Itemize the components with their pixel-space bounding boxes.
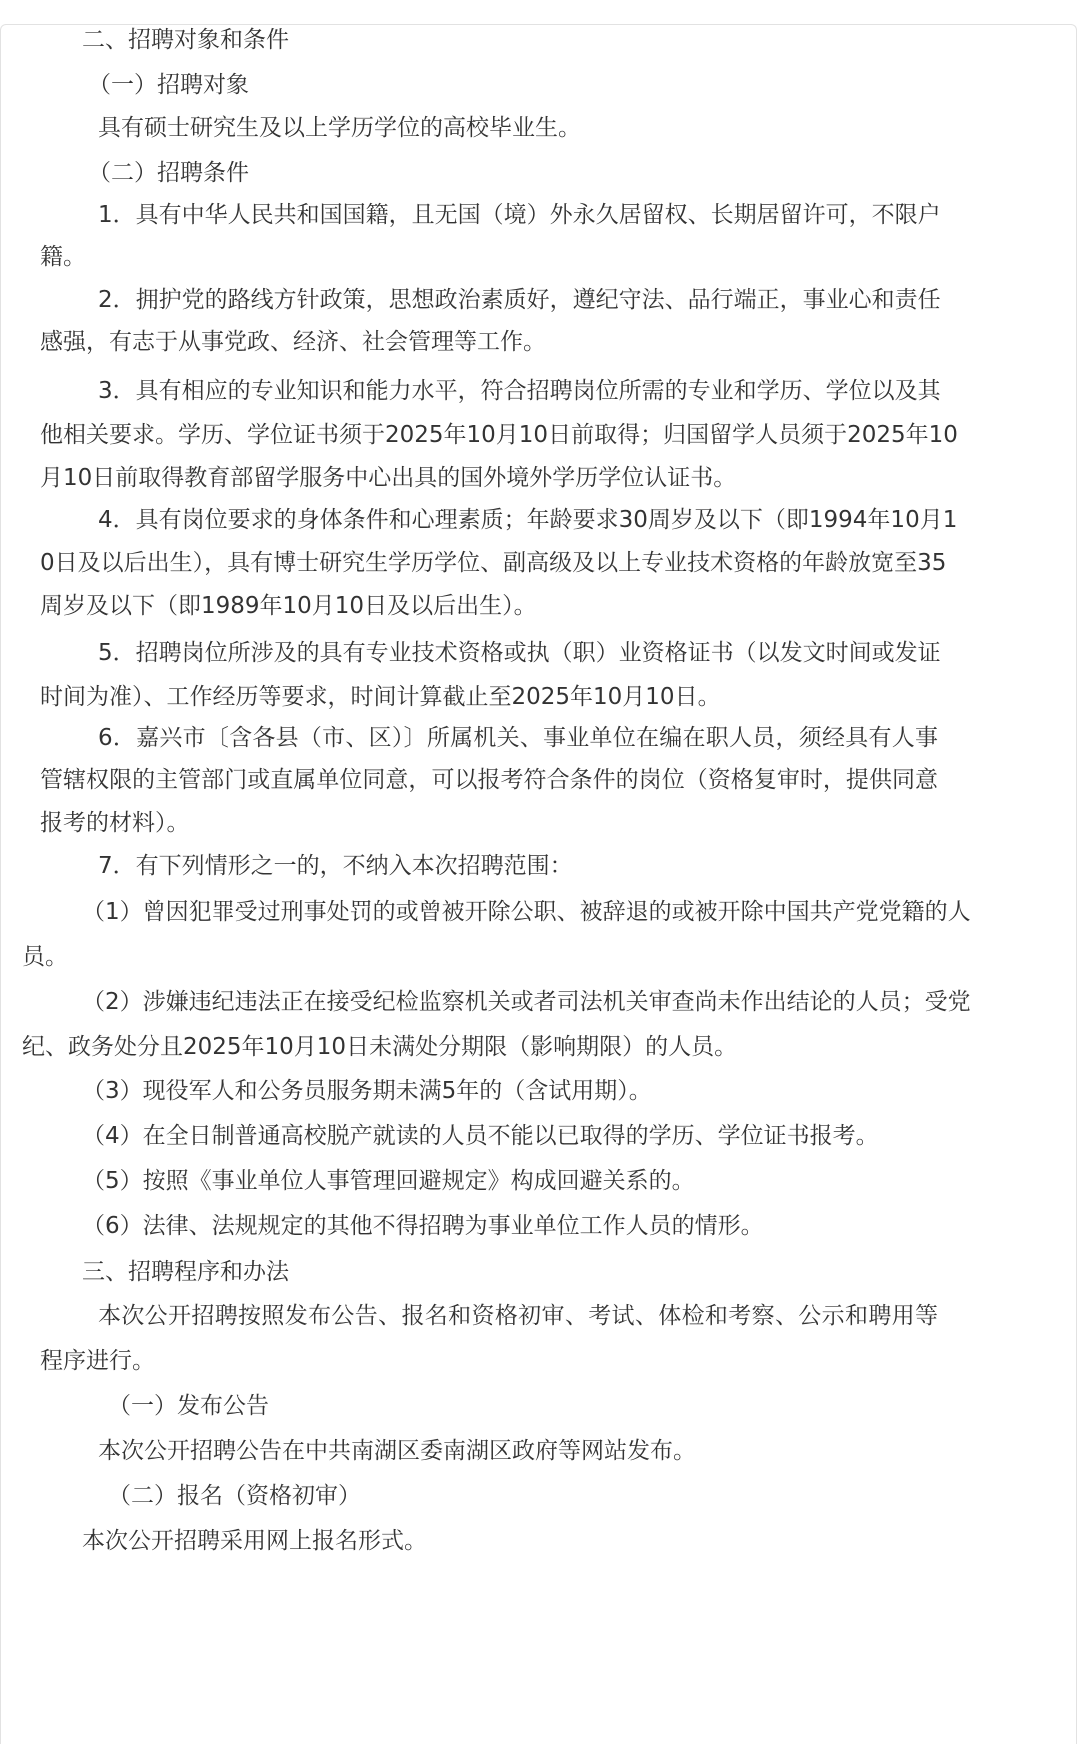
condition-4-line-3: 周岁及以下（即1989年10月10日及以后出生）。 <box>40 593 537 619</box>
condition-4-line-1: 4．具有岗位要求的身体条件和心理素质；年龄要求30周岁及以下（即1994年10月1 <box>98 507 958 533</box>
subheading-publish-announcement: （一）发布公告 <box>108 1393 269 1419</box>
condition-1-line-2: 籍。 <box>40 244 86 270</box>
subheading-recruitment-conditions: （二）招聘条件 <box>88 160 249 186</box>
paragraph-publish-announcement: 本次公开招聘公告在中共南湖区委南湖区政府等网站发布。 <box>98 1438 696 1464</box>
condition-6-line-3: 报考的材料）。 <box>40 810 190 836</box>
condition-2-line-2: 感强，有志于从事党政、经济、社会管理等工作。 <box>40 329 546 355</box>
procedure-intro-line-2: 程序进行。 <box>40 1348 155 1374</box>
section-heading-2: 二、招聘对象和条件 <box>82 27 289 53</box>
exclusion-2-line-2: 纪、政务处分且2025年10月10日未满处分期限（影响期限）的人员。 <box>22 1034 738 1060</box>
subheading-registration: （二）报名（资格初审） <box>108 1483 361 1509</box>
exclusion-4: （4）在全日制普通高校脱产就读的人员不能以已取得的学历、学位证书报考。 <box>82 1123 879 1149</box>
condition-3-line-2: 他相关要求。学历、学位证书须于2025年10月10日前取得；归国留学人员须于2025年10 <box>40 422 958 448</box>
exclusion-6: （6）法律、法规规定的其他不得招聘为事业单位工作人员的情形。 <box>82 1213 764 1239</box>
condition-5-line-2: 时间为准）、工作经历等要求，时间计算截止至2025年10月10日。 <box>40 684 721 710</box>
condition-2-line-1: 2．拥护党的路线方针政策，思想政治素质好，遵纪守法、品行端正，事业心和责任 <box>98 287 941 313</box>
condition-7: 7．有下列情形之一的，不纳入本次招聘范围： <box>98 853 573 879</box>
condition-5-line-1: 5．招聘岗位所涉及的具有专业技术资格或执（职）业资格证书（以发文时间或发证 <box>98 640 941 666</box>
subheading-recruitment-targets: （一）招聘对象 <box>88 72 249 98</box>
condition-6-line-2: 管辖权限的主管部门或直属单位同意，可以报考符合条件的岗位（资格复审时，提供同意 <box>40 767 938 793</box>
exclusion-3: （3）现役军人和公务员服务期未满5年的（含试用期）。 <box>82 1078 652 1104</box>
exclusion-1-line-1: （1）曾因犯罪受过刑事处罚的或曾被开除公职、被辞退的或被开除中国共产党党籍的人 <box>82 899 971 925</box>
exclusion-2-line-1: （2）涉嫌违纪违法正在接受纪检监察机关或者司法机关审查尚未作出结论的人员；受党 <box>82 989 971 1015</box>
condition-4-line-2: 0日及以后出生），具有博士研究生学历学位、副高级及以上专业技术资格的年龄放宽至35 <box>40 550 947 576</box>
paragraph-targets: 具有硕士研究生及以上学历学位的高校毕业生。 <box>98 115 581 141</box>
procedure-intro-line-1: 本次公开招聘按照发布公告、报名和资格初审、考试、体检和考察、公示和聘用等 <box>98 1303 938 1329</box>
exclusion-1-line-2: 员。 <box>22 944 68 970</box>
condition-6-line-1: 6．嘉兴市〔含各县（市、区）〕所属机关、事业单位在编在职人员，须经具有人事 <box>98 725 938 751</box>
paragraph-registration: 本次公开招聘采用网上报名形式。 <box>82 1528 427 1554</box>
exclusion-5: （5）按照《事业单位人事管理回避规定》构成回避关系的。 <box>82 1168 695 1194</box>
condition-3-line-1: 3．具有相应的专业知识和能力水平，符合招聘岗位所需的专业和学历、学位以及其 <box>98 378 941 404</box>
section-heading-3: 三、招聘程序和办法 <box>82 1259 289 1285</box>
condition-3-line-3: 月10日前取得教育部留学服务中心出具的国外境外学历学位认证书。 <box>40 465 737 491</box>
condition-1-line-1: 1．具有中华人民共和国国籍，且无国（境）外永久居留权、长期居留许可，不限户 <box>98 202 941 228</box>
